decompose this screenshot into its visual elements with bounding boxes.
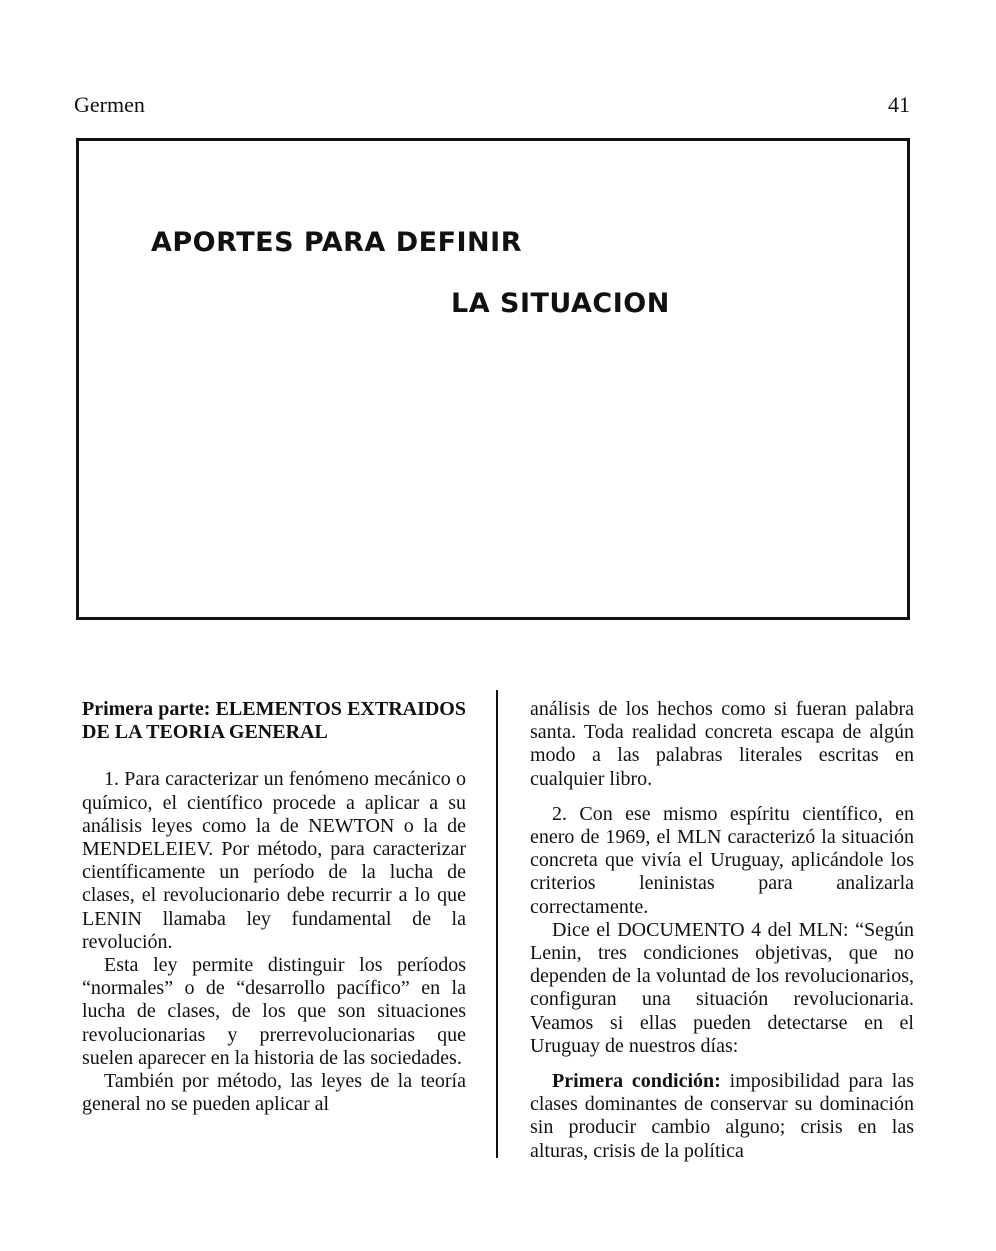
paragraph-1: 1. Para caracterizar un fenómeno mecánico o químico, el científico procede a aplicar a su análisis leyes como la de NEWTON o la de MENDELEIEV. Por método, para caracterizar científicamente un período de la lucha de clases, el revolucionario debe recurrir a lo que LENIN llamaba ley fundamental de la revolución. bbox=[82, 768, 466, 953]
page-number: 41 bbox=[888, 92, 910, 117]
left-column bbox=[82, 698, 466, 1116]
article-title-line-2: LA SITUACION bbox=[451, 288, 670, 319]
section-heading-lead: Primera parte: bbox=[82, 698, 211, 720]
title-frame bbox=[76, 138, 910, 620]
paragraph-4 bbox=[530, 1070, 914, 1163]
paragraph-3: También por método, las leyes de la teoría general no se pueden aplicar al bbox=[82, 1070, 466, 1116]
right-column bbox=[530, 698, 914, 1163]
running-head-journal: Germen bbox=[74, 92, 145, 117]
paragraph-4-lead: Primera condición: bbox=[552, 1070, 721, 1093]
paragraph-2: 2. Con ese mismo espíritu científico, en enero de 1969, el MLN caracterizó la situación concreta que vivía el Uruguay, aplicándole los criterios leninistas para analizarla correctamente. bbox=[530, 802, 914, 918]
paragraph-continued: análisis de los hechos como si fueran palabra santa. Toda realidad concreta escapa de algún modo a las palabras literales escritas en cualquier libro. bbox=[530, 698, 914, 790]
article-title-line-1: APORTES PARA DEFINIR bbox=[151, 227, 522, 258]
column-divider bbox=[496, 690, 498, 1158]
paragraph-4-rest: imposibilidad para las clases dominantes de conservar su dominación sin producir cambio alguno; crisis en las alturas, crisis de la política bbox=[530, 1070, 914, 1162]
paragraph-3: Dice el DOCUMENTO 4 del MLN: “Según Lenin, tres condiciones objetivas, que no dependen de la voluntad de los revolucionarios, configuran una situación revolucionaria. Veamos si ellas pueden detectarse en el Uruguay de nuestros días: bbox=[530, 918, 914, 1057]
section-heading-rest: ELEMENTOS EXTRAIDOS DE LA TEORIA GENERAL bbox=[82, 698, 466, 744]
section-heading bbox=[82, 698, 466, 744]
paragraph-2: Esta ley permite distinguir los períodos “normales” o de “desarrollo pacífico” en la lucha de clases, de los que son situaciones revolucionarias y prerrevolucionarias que suelen aparecer en la historia de las sociedades. bbox=[82, 954, 466, 1069]
